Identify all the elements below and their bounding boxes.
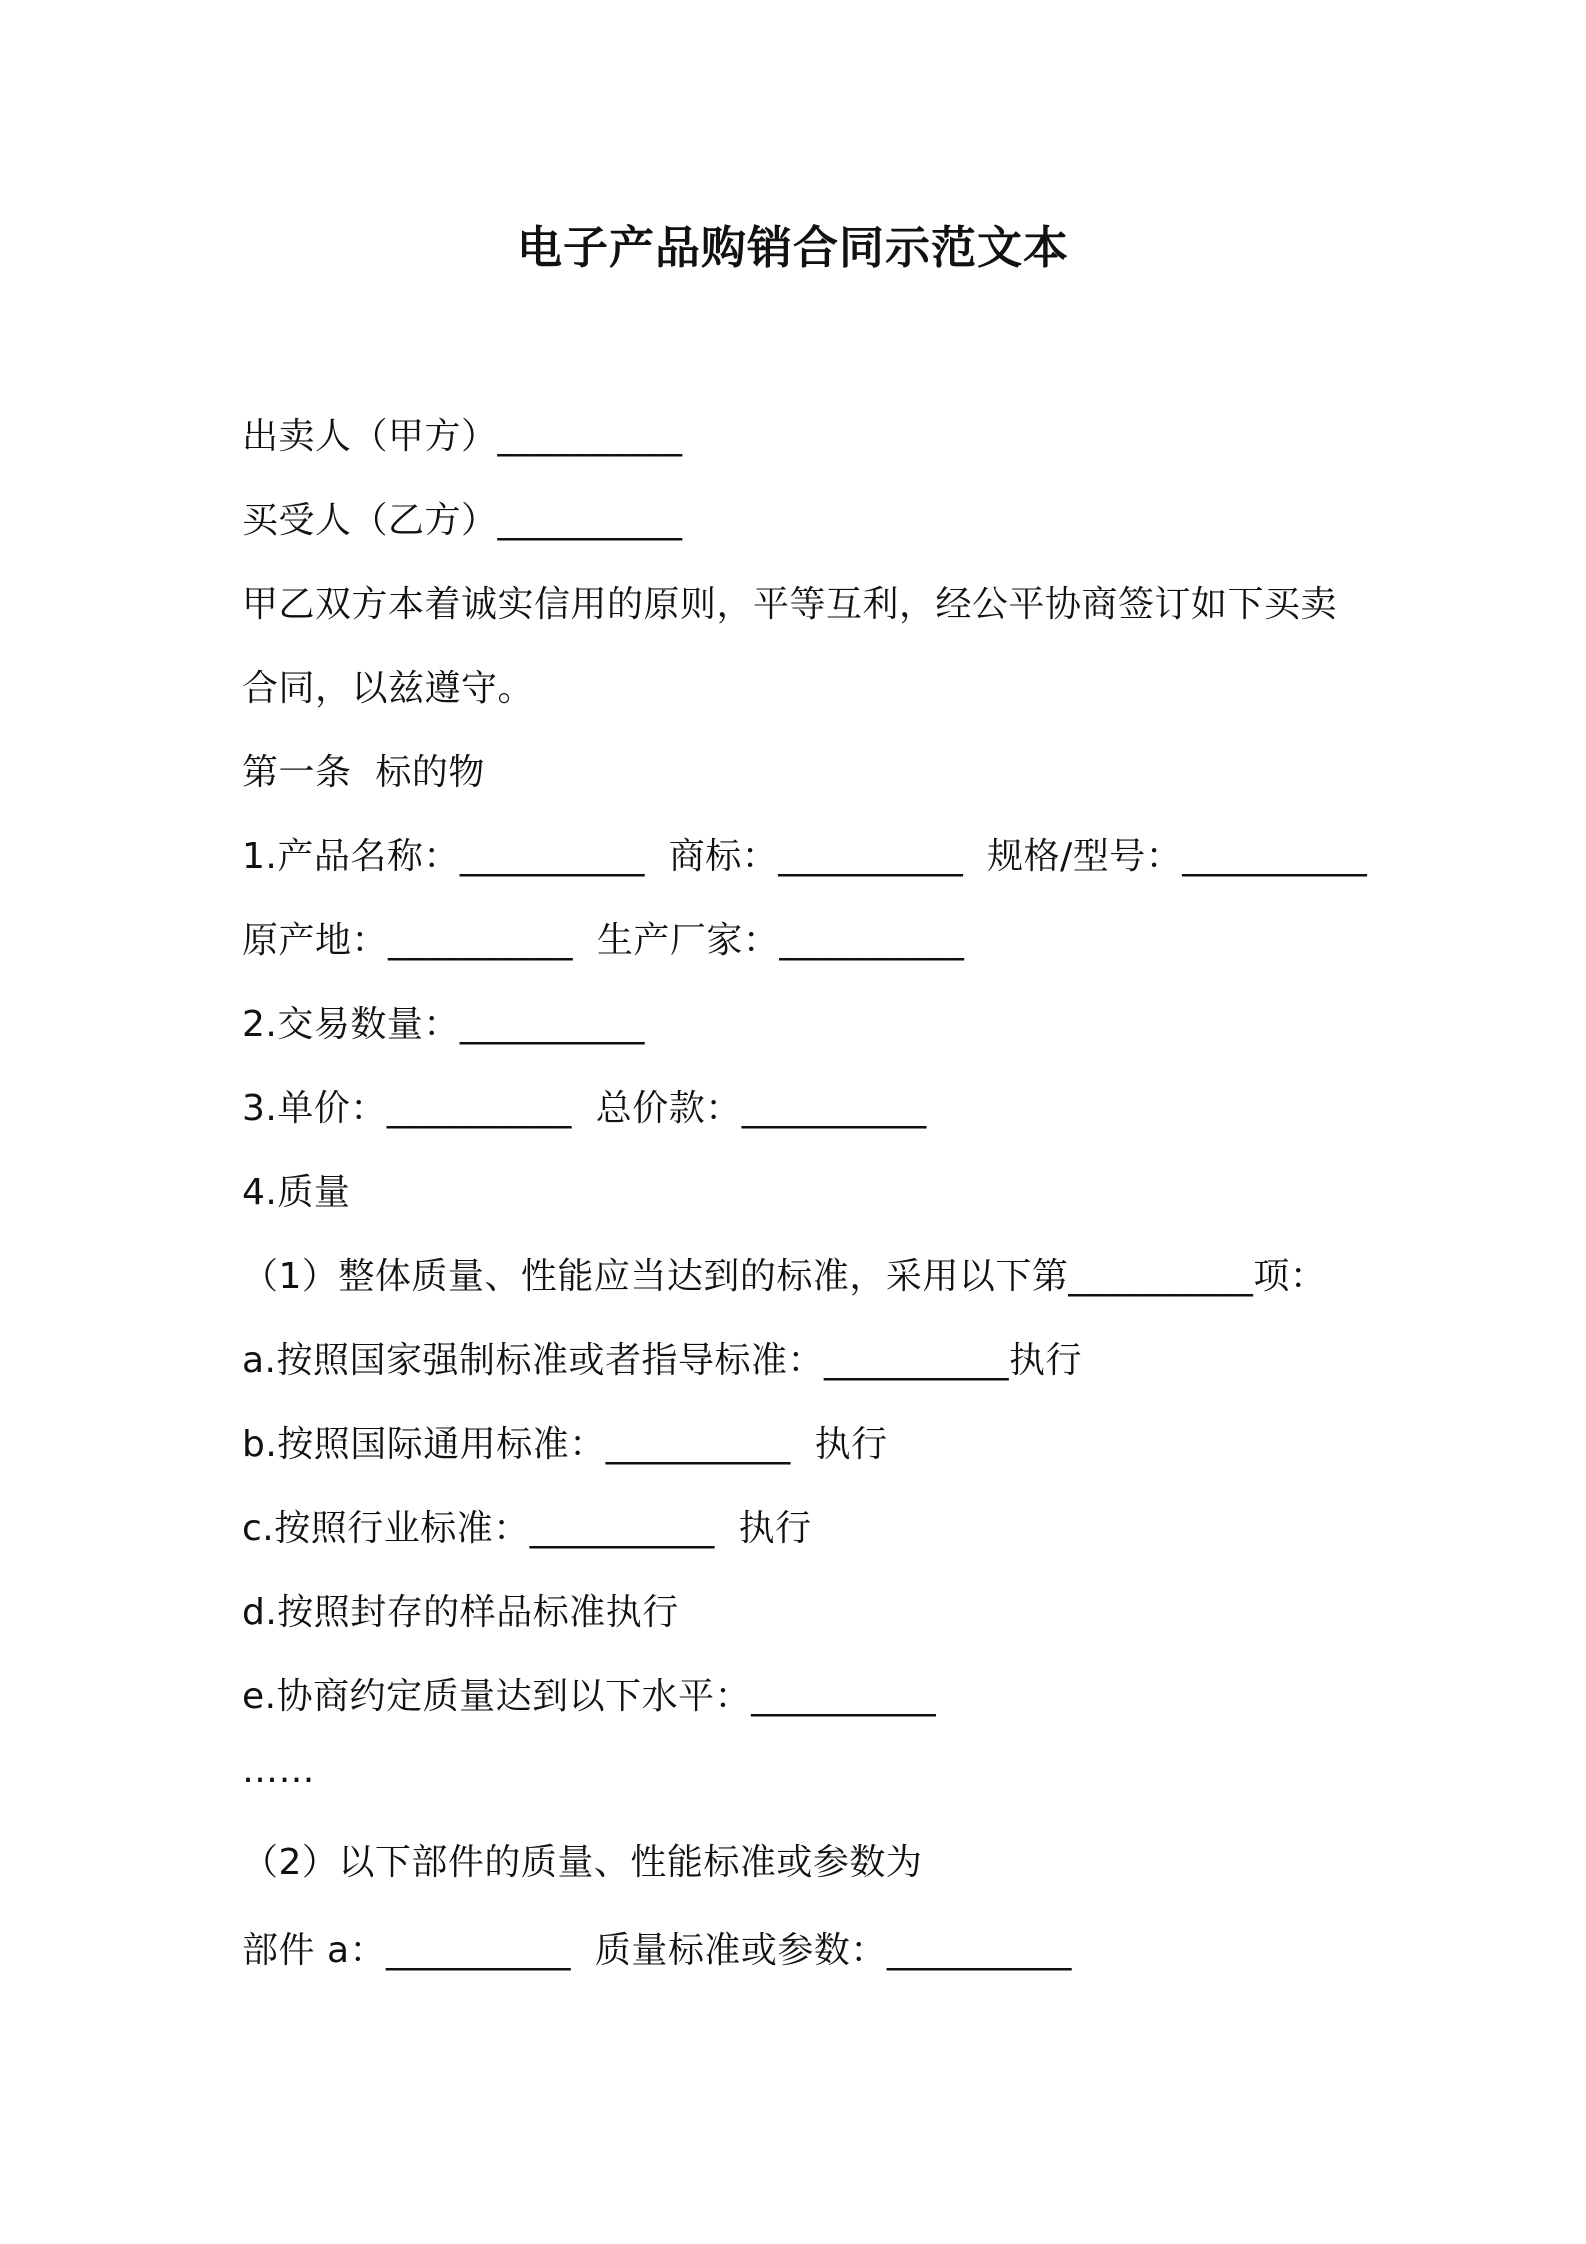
quality-clause-1: （1）整体质量、性能应当达到的标准，采用以下第__________项： [242, 1256, 1327, 1297]
seller-line: 出卖人（甲方）__________ [242, 416, 683, 457]
document-title: 电子产品购销合同示范文本 [516, 221, 1069, 274]
quality-option-e: e.协商约定质量达到以下水平：__________ [242, 1676, 937, 1717]
quality-option-c: c.按照行业标准：__________ 执行 [242, 1508, 812, 1549]
quality-clause-2: （2）以下部件的质量、性能标准或参数为 [242, 1842, 923, 1883]
preamble-line-2: 合同，以兹遵守。 [242, 668, 535, 709]
product-name-line: 1.产品名称：__________ 商标：__________ 规格/型号：__________ [242, 836, 1368, 877]
quality-option-d: d.按照封存的样品标准执行 [242, 1592, 679, 1633]
quality-option-b: b.按照国际通用标准：__________ 执行 [242, 1424, 888, 1465]
article-1-heading: 第一条 标的物 [242, 752, 485, 793]
origin-manufacturer-line: 原产地：__________ 生产厂家：__________ [242, 920, 965, 961]
quantity-line: 2.交易数量：__________ [242, 1004, 645, 1045]
component-a-line: 部件 a：__________ 质量标准或参数：__________ [242, 1930, 1072, 1971]
buyer-line: 买受人（乙方）__________ [242, 500, 683, 541]
quality-heading: 4.质量 [242, 1172, 351, 1213]
quality-option-a: a.按照国家强制标准或者指导标准：__________执行 [242, 1340, 1083, 1381]
ellipsis-line: …… [242, 1750, 315, 1791]
price-line: 3.单价：__________ 总价款：__________ [242, 1088, 927, 1129]
preamble-line-1: 甲乙双方本着诚实信用的原则，平等互利，经公平协商签订如下买卖 [242, 584, 1338, 625]
